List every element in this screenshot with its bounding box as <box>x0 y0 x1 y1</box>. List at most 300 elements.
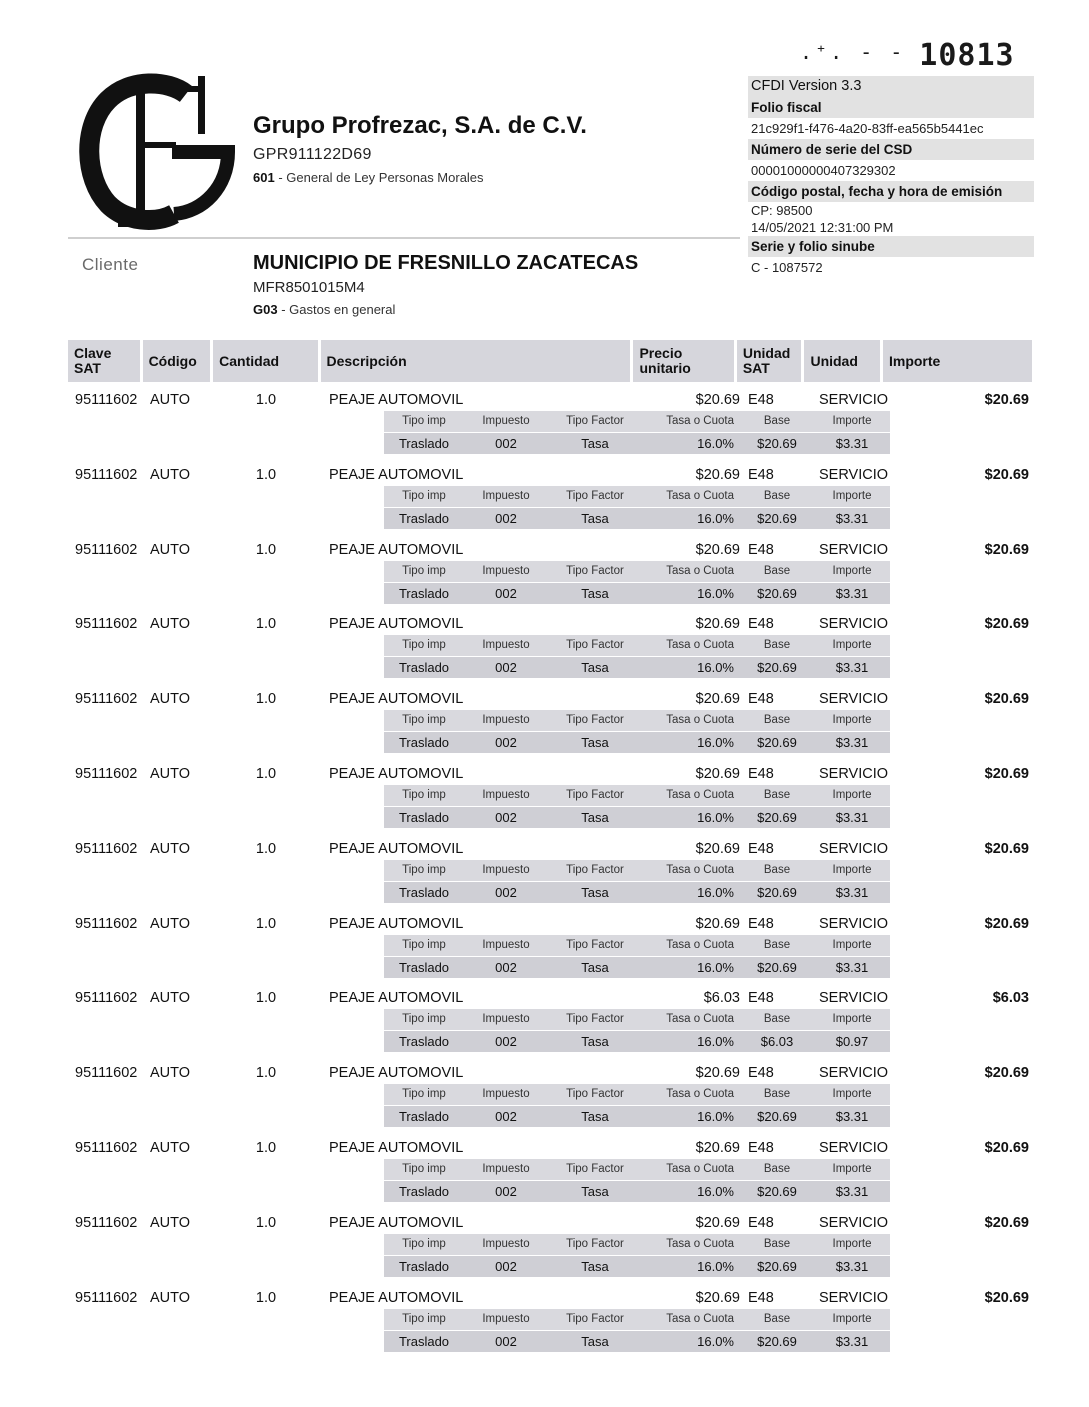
item-main-line <box>68 616 1032 634</box>
regimen-desc: General de Ley Personas Morales <box>286 170 484 185</box>
fecha-value: 14/05/2021 12:31:00 PM <box>751 220 894 235</box>
tax-breakdown <box>384 1084 890 1128</box>
item-importe: $20.69 <box>984 1214 1029 1231</box>
tax-header-tipo-imp: Tipo imp <box>402 1237 446 1250</box>
item-clave-sat: 95111602 <box>75 466 138 483</box>
item-precio-unitario: $20.69 <box>695 691 740 708</box>
tax-header-importe: Importe <box>832 489 872 502</box>
tax-header-importe: Importe <box>832 639 872 652</box>
tax-header-tipo-imp: Tipo imp <box>402 789 446 801</box>
tax-tipo: Traslado <box>398 735 450 751</box>
tax-breakdown <box>384 785 890 829</box>
tax-tasa: 16.0% <box>697 959 734 975</box>
tax-tasa: 16.0% <box>697 1184 734 1199</box>
tax-header-row <box>384 935 890 956</box>
uso-desc: Gastos en general <box>289 302 396 317</box>
tax-header-row <box>384 411 890 432</box>
tax-factor: Tasa <box>581 660 609 676</box>
tax-importe: $3.31 <box>835 660 869 676</box>
tax-value-row <box>384 957 890 978</box>
cp-fecha-label: Código postal, fecha y hora de emisión <box>748 181 1034 202</box>
item-unidad: SERVICIO <box>819 1214 889 1231</box>
tax-header-tasa-cuota: Tasa o Cuota <box>666 938 734 951</box>
tax-tipo: Traslado <box>398 884 450 900</box>
table-row <box>68 609 1032 684</box>
tax-importe: $3.31 <box>835 1333 869 1349</box>
tax-value-row <box>384 583 890 604</box>
tax-value-row <box>384 508 890 529</box>
item-clave-sat: 95111602 <box>75 1065 138 1082</box>
item-unidad-sat: E48 <box>748 1140 774 1156</box>
tax-header-impuesto: Impuesto <box>482 1163 530 1175</box>
item-main-line <box>68 392 1032 410</box>
tax-base: $20.69 <box>757 660 797 676</box>
tax-tasa: 16.0% <box>697 1333 734 1349</box>
item-cantidad: 1.0 <box>255 466 277 483</box>
tax-tasa: 16.0% <box>697 735 734 751</box>
regimen-separator: - <box>274 170 287 185</box>
item-descripcion: PEAJE AUTOMOVIL <box>329 990 464 1007</box>
uso-separator: - <box>277 302 290 317</box>
tax-tipo: Traslado <box>398 660 450 676</box>
tax-tasa: 16.0% <box>697 660 734 676</box>
cliente-rfc: MFR8501015M4 <box>253 279 365 296</box>
tax-header-impuesto: Impuesto <box>482 1237 530 1250</box>
emisor-name: Grupo Profrezac, S.A. de C.V. <box>253 112 587 139</box>
table-row <box>68 460 1032 535</box>
handwritten-number: 10813 <box>919 38 1015 73</box>
tax-header-row <box>384 486 890 507</box>
tax-importe: $3.31 <box>835 510 869 526</box>
item-descripcion: PEAJE AUTOMOVIL <box>329 1065 464 1082</box>
tax-header-tipo-factor: Tipo Factor <box>566 1312 624 1325</box>
tax-header-impuesto: Impuesto <box>482 415 530 427</box>
item-unidad: SERVICIO <box>819 766 889 782</box>
tax-header-tipo-factor: Tipo Factor <box>566 639 624 652</box>
item-unidad: SERVICIO <box>819 1065 889 1082</box>
cliente-block <box>253 252 638 317</box>
table-row <box>68 909 1032 984</box>
item-main-line <box>68 766 1032 784</box>
tax-header-tipo-imp: Tipo imp <box>402 415 446 427</box>
item-descripcion: PEAJE AUTOMOVIL <box>329 691 464 708</box>
tax-header-impuesto: Impuesto <box>482 863 530 876</box>
table-row <box>68 535 1032 610</box>
tax-base: $20.69 <box>757 585 797 601</box>
item-descripcion: PEAJE AUTOMOVIL <box>329 766 464 782</box>
tax-importe: $3.31 <box>835 585 869 601</box>
tax-value-row <box>384 1106 890 1127</box>
item-codigo: AUTO <box>150 392 191 408</box>
item-main-line <box>68 691 1032 709</box>
tax-header-tipo-imp: Tipo imp <box>402 639 446 652</box>
item-descripcion: PEAJE AUTOMOVIL <box>329 466 464 483</box>
tax-importe: $3.31 <box>835 1184 869 1199</box>
tax-factor: Tasa <box>581 1258 609 1274</box>
tax-breakdown <box>384 710 890 754</box>
item-clave-sat: 95111602 <box>75 1289 138 1306</box>
item-precio-unitario: $20.69 <box>695 766 740 782</box>
tax-importe: $3.31 <box>835 884 869 900</box>
tax-value-row <box>384 1331 890 1352</box>
item-main-line <box>68 841 1032 859</box>
tax-header-tasa-cuota: Tasa o Cuota <box>666 1013 734 1026</box>
item-unidad-sat: E48 <box>748 466 774 483</box>
item-precio-unitario: $20.69 <box>695 840 740 857</box>
tax-header-base: Base <box>763 1163 791 1175</box>
item-clave-sat: 95111602 <box>75 392 138 408</box>
item-codigo: AUTO <box>150 1214 191 1231</box>
tax-header-tasa-cuota: Tasa o Cuota <box>666 1088 734 1101</box>
item-importe: $20.69 <box>984 541 1029 558</box>
tax-header-tipo-imp: Tipo imp <box>402 1088 446 1101</box>
tax-value-row <box>384 882 890 903</box>
tax-value-row <box>384 1256 890 1277</box>
tax-header-row <box>384 1084 890 1105</box>
item-descripcion: PEAJE AUTOMOVIL <box>329 1140 464 1156</box>
header-unidad: Unidad <box>804 340 880 382</box>
tax-header-tasa-cuota: Tasa o Cuota <box>666 1163 734 1175</box>
tax-header-importe: Importe <box>832 938 872 951</box>
tax-header-row <box>384 710 890 731</box>
tax-header-tasa-cuota: Tasa o Cuota <box>666 639 734 652</box>
tax-value-row <box>384 732 890 753</box>
tax-header-row <box>384 1309 890 1330</box>
table-row <box>68 1283 1032 1358</box>
item-main-line <box>68 542 1032 560</box>
header-cantidad: Cantidad <box>213 340 317 382</box>
handwritten-marks: .⁺. - - <box>800 40 906 64</box>
tax-header-impuesto: Impuesto <box>482 714 530 727</box>
tax-header-tipo-factor: Tipo Factor <box>566 1013 624 1026</box>
tax-header-tasa-cuota: Tasa o Cuota <box>666 714 734 727</box>
table-row <box>68 834 1032 909</box>
cfdi-version: CFDI Version 3.3 <box>748 76 1034 97</box>
csd-value: 00001000000407329302 <box>751 163 896 178</box>
tax-breakdown <box>384 486 890 530</box>
tax-header-importe: Importe <box>832 789 872 801</box>
tax-header-tasa-cuota: Tasa o Cuota <box>666 489 734 502</box>
tax-header-tipo-factor: Tipo Factor <box>566 938 624 951</box>
tax-importe: $3.31 <box>835 1258 869 1274</box>
tax-breakdown <box>384 935 890 979</box>
item-unidad-sat: E48 <box>748 1065 774 1082</box>
cfdi-info-panel <box>748 76 1034 278</box>
item-main-line <box>68 916 1032 934</box>
tax-impuesto: 002 <box>495 884 517 900</box>
tax-header-importe: Importe <box>832 1088 872 1101</box>
tax-header-base: Base <box>763 863 791 876</box>
item-cantidad: 1.0 <box>255 1065 277 1082</box>
tax-header-base: Base <box>763 415 791 427</box>
tax-tipo: Traslado <box>398 1034 450 1050</box>
tax-tipo: Traslado <box>398 810 450 825</box>
serie-label: Serie y folio sinube <box>748 236 1034 257</box>
tax-header-tasa-cuota: Tasa o Cuota <box>666 789 734 801</box>
tax-impuesto: 002 <box>495 436 517 451</box>
tax-base: $20.69 <box>757 436 797 451</box>
items-table-header <box>68 340 1032 382</box>
tax-header-tipo-factor: Tipo Factor <box>566 1163 624 1175</box>
tax-importe: $0.97 <box>835 1034 869 1050</box>
item-main-line <box>68 467 1032 485</box>
tax-header-importe: Importe <box>832 1013 872 1026</box>
tax-header-importe: Importe <box>832 564 872 577</box>
tax-header-tipo-factor: Tipo Factor <box>566 714 624 727</box>
item-precio-unitario: $20.69 <box>695 541 740 558</box>
tax-header-tipo-factor: Tipo Factor <box>566 789 624 801</box>
tax-base: $6.03 <box>760 1034 794 1050</box>
tax-header-importe: Importe <box>832 1312 872 1325</box>
tax-header-tipo-imp: Tipo imp <box>402 1163 446 1175</box>
csd-label: Número de serie del CSD <box>748 139 1034 160</box>
header-descripcion: Descripción <box>321 340 631 382</box>
item-descripcion: PEAJE AUTOMOVIL <box>329 840 464 857</box>
item-unidad-sat: E48 <box>748 691 774 708</box>
tax-header-row <box>384 1234 890 1255</box>
item-cantidad: 1.0 <box>255 766 277 782</box>
cliente-uso-cfdi <box>253 302 638 317</box>
tax-header-importe: Importe <box>832 1163 872 1175</box>
tax-impuesto: 002 <box>495 1034 517 1050</box>
item-unidad: SERVICIO <box>819 541 889 558</box>
tax-tasa: 16.0% <box>697 1034 734 1050</box>
item-clave-sat: 95111602 <box>75 616 138 633</box>
tax-factor: Tasa <box>581 1034 609 1050</box>
item-unidad: SERVICIO <box>819 466 889 483</box>
item-precio-unitario: $20.69 <box>695 466 740 483</box>
tax-breakdown <box>384 1009 890 1053</box>
tax-tasa: 16.0% <box>697 1109 734 1125</box>
tax-importe: $3.31 <box>835 1109 869 1125</box>
header-divider <box>68 237 740 239</box>
tax-header-row <box>384 635 890 656</box>
tax-impuesto: 002 <box>495 1258 517 1274</box>
serie-value: C - 1087572 <box>751 260 823 275</box>
tax-header-impuesto: Impuesto <box>482 564 530 577</box>
table-row <box>68 1133 1032 1208</box>
item-codigo: AUTO <box>150 1065 191 1082</box>
tax-header-impuesto: Impuesto <box>482 1312 530 1325</box>
tax-impuesto: 002 <box>495 585 517 601</box>
emisor-block <box>253 112 587 185</box>
item-codigo: AUTO <box>150 616 191 633</box>
tax-factor: Tasa <box>581 959 609 975</box>
tax-factor: Tasa <box>581 436 609 451</box>
tax-tipo: Traslado <box>398 436 450 451</box>
emisor-rfc: GPR911122D69 <box>253 146 372 163</box>
tax-factor: Tasa <box>581 735 609 751</box>
tax-header-base: Base <box>763 564 791 577</box>
tax-importe: $3.31 <box>835 959 869 975</box>
item-descripcion: PEAJE AUTOMOVIL <box>329 541 464 558</box>
tax-breakdown <box>384 561 890 605</box>
item-main-line <box>68 1215 1032 1233</box>
tax-tasa: 16.0% <box>697 1258 734 1274</box>
table-row <box>68 1208 1032 1283</box>
folio-fiscal-value: 21c929f1-f476-4a20-83ff-ea565b5441ec <box>751 121 984 136</box>
item-importe: $20.69 <box>984 915 1029 932</box>
tax-header-importe: Importe <box>832 714 872 727</box>
tax-header-base: Base <box>763 639 791 652</box>
tax-header-base: Base <box>763 1088 791 1101</box>
handwritten-document-number <box>800 38 1015 73</box>
item-importe: $20.69 <box>984 1140 1029 1156</box>
tax-tipo: Traslado <box>398 510 450 526</box>
tax-header-tipo-imp: Tipo imp <box>402 863 446 876</box>
item-cantidad: 1.0 <box>255 990 277 1007</box>
tax-header-tipo-imp: Tipo imp <box>402 714 446 727</box>
table-row <box>68 1058 1032 1133</box>
header-importe: Importe <box>883 340 1032 382</box>
tax-importe: $3.31 <box>835 735 869 751</box>
tax-value-row <box>384 1031 890 1052</box>
item-unidad: SERVICIO <box>819 691 889 708</box>
tax-header-importe: Importe <box>832 1237 872 1250</box>
item-importe: $20.69 <box>984 766 1029 782</box>
item-importe: $20.69 <box>984 1289 1029 1306</box>
tax-breakdown <box>384 1309 890 1353</box>
tax-tipo: Traslado <box>398 1333 450 1349</box>
item-importe: $20.69 <box>984 616 1029 633</box>
header-clave-sat: Clave SAT <box>68 340 140 382</box>
tax-value-row <box>384 807 890 828</box>
item-cantidad: 1.0 <box>255 691 277 708</box>
table-row <box>68 983 1032 1058</box>
tax-header-tipo-imp: Tipo imp <box>402 564 446 577</box>
item-descripcion: PEAJE AUTOMOVIL <box>329 616 464 633</box>
item-importe: $20.69 <box>984 691 1029 708</box>
tax-base: $20.69 <box>757 735 797 751</box>
tax-header-base: Base <box>763 938 791 951</box>
tax-tasa: 16.0% <box>697 436 734 451</box>
emisor-regimen <box>253 170 587 185</box>
tax-breakdown <box>384 1159 890 1203</box>
tax-base: $20.69 <box>757 810 797 825</box>
item-unidad-sat: E48 <box>748 1289 774 1306</box>
item-unidad-sat: E48 <box>748 616 774 633</box>
tax-header-tipo-imp: Tipo imp <box>402 1312 446 1325</box>
tax-tasa: 16.0% <box>697 510 734 526</box>
tax-header-base: Base <box>763 789 791 801</box>
tax-header-base: Base <box>763 1312 791 1325</box>
tax-impuesto: 002 <box>495 1109 517 1125</box>
tax-factor: Tasa <box>581 1109 609 1125</box>
table-row <box>68 759 1032 834</box>
tax-importe: $3.31 <box>835 436 869 451</box>
tax-tasa: 16.0% <box>697 810 734 825</box>
tax-header-impuesto: Impuesto <box>482 938 530 951</box>
item-unidad: SERVICIO <box>819 840 889 857</box>
item-codigo: AUTO <box>150 466 191 483</box>
tax-header-impuesto: Impuesto <box>482 489 530 502</box>
item-importe: $6.03 <box>992 990 1029 1007</box>
tax-tipo: Traslado <box>398 1184 450 1199</box>
tax-header-base: Base <box>763 489 791 502</box>
tax-header-row <box>384 785 890 806</box>
tax-header-base: Base <box>763 1013 791 1026</box>
item-unidad: SERVICIO <box>819 392 889 408</box>
header-codigo: Código <box>143 340 211 382</box>
tax-header-importe: Importe <box>832 415 872 427</box>
header-unidad-sat: Unidad SAT <box>737 340 802 382</box>
item-unidad: SERVICIO <box>819 616 889 633</box>
tax-header-tasa-cuota: Tasa o Cuota <box>666 1312 734 1325</box>
item-importe: $20.69 <box>984 840 1029 857</box>
cliente-label: Cliente <box>82 255 139 274</box>
tax-header-tasa-cuota: Tasa o Cuota <box>666 564 734 577</box>
folio-fiscal-label: Folio fiscal <box>748 97 1034 118</box>
item-clave-sat: 95111602 <box>75 1140 138 1156</box>
tax-header-tipo-factor: Tipo Factor <box>566 415 624 427</box>
tax-factor: Tasa <box>581 585 609 601</box>
company-logo <box>78 72 238 232</box>
tax-breakdown <box>384 1234 890 1278</box>
tax-tipo: Traslado <box>398 959 450 975</box>
tax-base: $20.69 <box>757 1333 797 1349</box>
tax-base: $20.69 <box>757 884 797 900</box>
tax-header-tipo-factor: Tipo Factor <box>566 564 624 577</box>
header-precio-unitario: Precio unitario <box>633 340 733 382</box>
tax-header-tipo-factor: Tipo Factor <box>566 1088 624 1101</box>
item-unidad-sat: E48 <box>748 915 774 932</box>
tax-header-importe: Importe <box>832 863 872 876</box>
item-unidad-sat: E48 <box>748 541 774 558</box>
tax-header-tipo-factor: Tipo Factor <box>566 489 624 502</box>
tax-header-row <box>384 1009 890 1030</box>
tax-impuesto: 002 <box>495 1184 517 1199</box>
tax-impuesto: 002 <box>495 735 517 751</box>
tax-header-tipo-imp: Tipo imp <box>402 938 446 951</box>
tax-factor: Tasa <box>581 884 609 900</box>
item-codigo: AUTO <box>150 915 191 932</box>
item-precio-unitario: $20.69 <box>695 616 740 633</box>
item-codigo: AUTO <box>150 766 191 782</box>
item-unidad: SERVICIO <box>819 1140 889 1156</box>
tax-factor: Tasa <box>581 810 609 825</box>
tax-tasa: 16.0% <box>697 884 734 900</box>
item-cantidad: 1.0 <box>255 915 277 932</box>
item-unidad-sat: E48 <box>748 1214 774 1231</box>
item-codigo: AUTO <box>150 1140 191 1156</box>
tax-header-row <box>384 1159 890 1180</box>
item-precio-unitario: $20.69 <box>695 915 740 932</box>
tax-base: $20.69 <box>757 1258 797 1274</box>
tax-header-impuesto: Impuesto <box>482 789 530 801</box>
tax-breakdown <box>384 860 890 904</box>
item-precio-unitario: $20.69 <box>695 1214 740 1231</box>
tax-base: $20.69 <box>757 959 797 975</box>
item-cantidad: 1.0 <box>255 840 277 857</box>
item-codigo: AUTO <box>150 990 191 1007</box>
item-importe: $20.69 <box>984 466 1029 483</box>
tax-base: $20.69 <box>757 1109 797 1125</box>
item-unidad: SERVICIO <box>819 990 889 1007</box>
tax-header-tipo-factor: Tipo Factor <box>566 1237 624 1250</box>
table-row <box>68 385 1032 460</box>
item-unidad-sat: E48 <box>748 766 774 782</box>
tax-importe: $3.31 <box>835 810 869 825</box>
tax-impuesto: 002 <box>495 810 517 825</box>
tax-factor: Tasa <box>581 1333 609 1349</box>
tax-header-tipo-factor: Tipo Factor <box>566 863 624 876</box>
table-row <box>68 684 1032 759</box>
uso-code: G03 <box>253 302 278 317</box>
tax-base: $20.69 <box>757 1184 797 1199</box>
tax-header-impuesto: Impuesto <box>482 1013 530 1026</box>
item-clave-sat: 95111602 <box>75 840 138 857</box>
tax-value-row <box>384 433 890 454</box>
